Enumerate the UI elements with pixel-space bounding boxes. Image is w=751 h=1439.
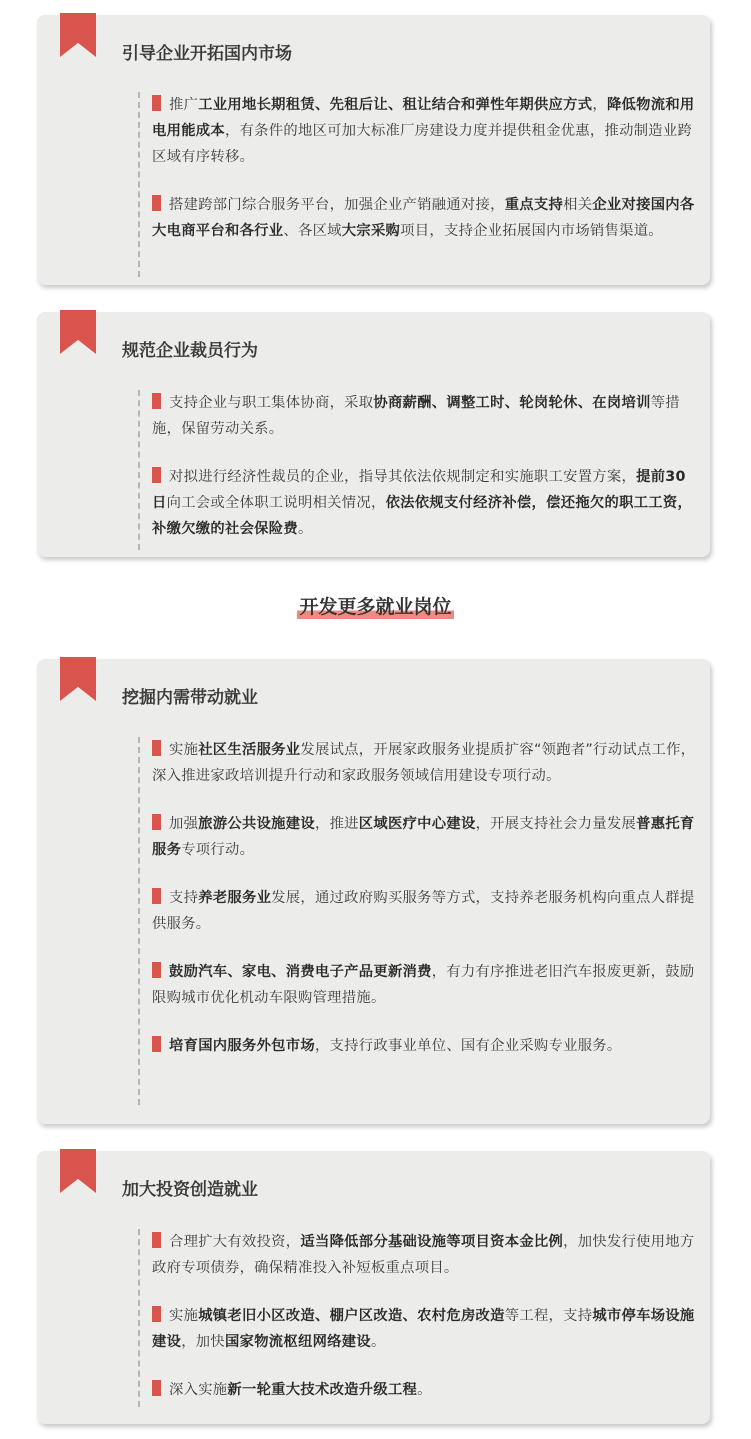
bullet-paragraph: [152, 737, 700, 789]
paragraph-text: 支持企业与职工集体协商，采取: [169, 395, 374, 411]
paragraph-text: ，开展支持社会力量发展: [475, 816, 637, 832]
card-title: 挖掘内需带动就业: [122, 688, 258, 708]
bullet-paragraph: [152, 811, 700, 863]
card-expand-domestic-market: [37, 15, 710, 285]
bullet-paragraph: [152, 92, 700, 170]
paragraph-text: ，加快: [181, 1334, 225, 1350]
card-body: [138, 390, 700, 550]
emphasis-text: 提前30日: [152, 469, 686, 511]
paragraph-text: 搭建跨部门综合服务平台，加强企业产销融通对接，: [169, 197, 505, 213]
emphasis-text: 重点支持: [504, 197, 564, 213]
bullet-bar-icon: [152, 1036, 161, 1052]
emphasis-text: 企业对接国内各大电商平台和各行业: [152, 197, 695, 239]
emphasis-text: 旅游公共设施建设: [198, 816, 315, 832]
card-body: [138, 92, 700, 277]
card-regulate-layoffs: [37, 312, 710, 557]
bullet-bar-icon: [152, 962, 161, 978]
bullet-bar-icon: [152, 1232, 161, 1248]
bullet-bar-icon: [152, 1380, 161, 1396]
bullet-paragraph: [152, 1229, 700, 1281]
bullet-bar-icon: [152, 1306, 161, 1322]
paragraph-text: ，有条件的地区可加大标准厂房建设力度并提供租金优惠，推动制造业跨区域有序转移。: [152, 123, 693, 165]
paragraph-text: 相关: [563, 197, 593, 213]
emphasis-text: 城市停车场设施建设: [152, 1308, 695, 1350]
paragraph-text: 等工程，支持: [504, 1308, 593, 1324]
emphasis-text: 区域医疗中心建设: [358, 816, 476, 832]
bullet-bar-icon: [152, 95, 161, 111]
bullet-bar-icon: [152, 195, 161, 211]
bullet-bar-icon: [152, 888, 161, 904]
paragraph-text: 加强: [169, 816, 199, 832]
paragraph-text: 推广: [169, 97, 199, 113]
bookmark-ribbon-icon: [60, 13, 96, 57]
emphasis-text: 培育国内服务外包市场: [169, 1038, 315, 1054]
bullet-paragraph: [152, 1303, 700, 1355]
paragraph-text: 发展试点，开展家政服务业提质扩容“领跑者”行动试点工作，深入推进家政培训提升行动和家政服务领域信用建设专项行动。: [152, 742, 696, 784]
paragraph-text: 项目，支持企业拓展国内市场销售渠道。: [400, 223, 663, 239]
paragraph-text: 。: [370, 1334, 386, 1350]
paragraph-text: 。: [297, 521, 313, 537]
emphasis-text: 依法依规支付经济补偿，偿还拖欠的职工工资，补缴欠缴的社会保险费: [152, 495, 693, 537]
bullet-paragraph: [152, 192, 700, 244]
bookmark-ribbon-icon: [60, 310, 96, 354]
paragraph-text: 实施: [169, 742, 199, 758]
emphasis-text: 适当降低部分基础设施等项目资本金比例: [300, 1234, 564, 1250]
paragraph-text: 向工会或全体职工说明相关情况，: [166, 495, 386, 511]
paragraph-text: 发展，通过政府购买服务等方式，支持养老服务机构向重点人群提供服务。: [152, 890, 695, 932]
paragraph-text: ，有力有序推进老旧汽车报废更新，鼓励限购城市优化机动车限购管理措施。: [152, 964, 695, 1006]
paragraph-text: 合理扩大有效投资，: [169, 1234, 301, 1250]
bullet-paragraph: [152, 1033, 700, 1059]
paragraph-text: 实施: [169, 1308, 199, 1324]
paragraph-text: 。: [417, 1382, 432, 1398]
card-body: [138, 1229, 700, 1407]
card-investment-employment: [37, 1151, 710, 1424]
card-title: 引导企业开拓国内市场: [122, 44, 292, 64]
paragraph-text: 专项行动。: [181, 842, 255, 858]
paragraph-text: ，加快发行使用地方政府专项债券，确保精准投入补短板重点项目。: [152, 1234, 695, 1276]
card-title: 加大投资创造就业: [122, 1180, 258, 1200]
bookmark-ribbon-icon: [60, 657, 96, 701]
emphasis-text: 鼓励汽车、家电、消费电子产品更新消费: [169, 964, 432, 980]
paragraph-text: ，推进: [314, 816, 359, 832]
bullet-bar-icon: [152, 740, 161, 756]
emphasis-text: 城镇老旧小区改造、棚户区改造、农村危房改造: [198, 1308, 505, 1324]
card-body: [138, 737, 700, 1105]
bullet-paragraph: [152, 959, 700, 1011]
paragraph-text: 对拟进行经济性裁员的企业，指导其依法依规制定和实施职工安置方案，: [169, 469, 637, 485]
emphasis-text: 降低物流和用电用能成本: [152, 97, 695, 139]
bullet-paragraph: [152, 464, 700, 542]
bullet-bar-icon: [152, 467, 161, 483]
bullet-paragraph: [152, 1377, 700, 1403]
paragraph-text: ，支持行政事业单位、国有企业采购专业服务。: [314, 1038, 622, 1054]
emphasis-text: 工业用地长期租赁、先租后让、租让结合和弹性年期供应方式: [198, 97, 593, 113]
emphasis-text: 普惠托育服务: [152, 816, 695, 858]
bullet-paragraph: [152, 885, 700, 937]
paragraph-text: ，: [592, 97, 607, 113]
paragraph-text: 、各区域: [283, 223, 342, 239]
emphasis-text: 养老服务业: [198, 890, 272, 906]
section-heading: [0, 592, 751, 622]
paragraph-text: 深入实施: [169, 1382, 228, 1398]
bullet-paragraph: [152, 390, 700, 442]
section-heading-text: 开发更多就业岗位: [297, 592, 453, 622]
bullet-bar-icon: [152, 814, 161, 830]
bookmark-ribbon-icon: [60, 1149, 96, 1193]
card-title: 规范企业裁员行为: [122, 341, 258, 361]
emphasis-text: 国家物流枢纽网络建设: [225, 1334, 371, 1350]
paragraph-text: 支持: [169, 890, 199, 906]
paragraph-text: 等措施，保留劳动关系。: [152, 395, 680, 437]
bullet-bar-icon: [152, 393, 161, 409]
emphasis-text: 新一轮重大技术改造升级工程: [227, 1382, 418, 1398]
emphasis-text: 大宗采购: [341, 223, 401, 239]
emphasis-text: 协商薪酬、调整工时、轮岗轮休、在岗培训: [373, 395, 651, 411]
card-domestic-demand-employment: [37, 659, 710, 1124]
emphasis-text: 社区生活服务业: [198, 742, 301, 758]
